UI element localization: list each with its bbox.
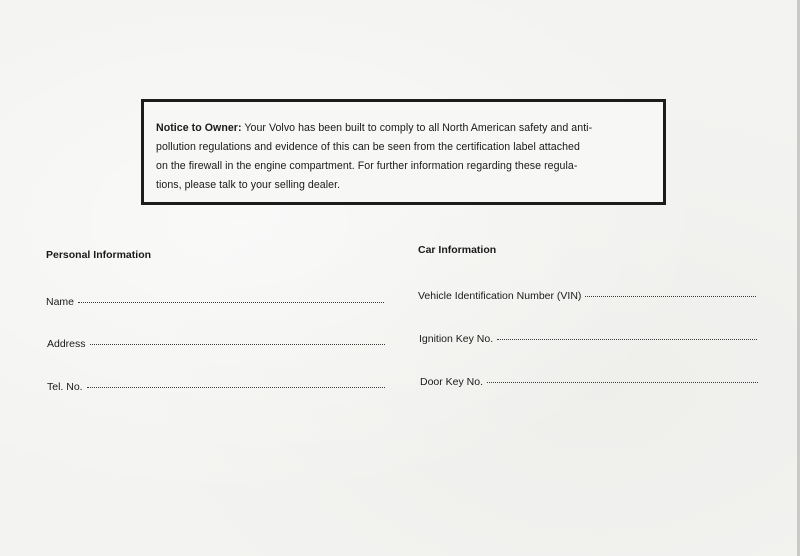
address-label: Address (47, 338, 86, 350)
name-label: Name (46, 296, 75, 308)
vin-field[interactable] (418, 290, 756, 302)
vin-label: Vehicle Identification Number (VIN) (418, 290, 582, 302)
ignition-key-label: Ignition Key No. (419, 333, 494, 345)
notice-line-2: pollution regulations and evidence of this can be seen from the certification label attached (156, 141, 580, 153)
notice-text-1: Your Volvo has been built to comply to all North American safety and anti- (241, 122, 593, 134)
address-line[interactable] (90, 344, 385, 345)
notice-line-1 (156, 122, 592, 134)
personal-information-title: Personal Information (46, 249, 152, 261)
name-line[interactable] (78, 302, 384, 303)
car-information-title: Car Information (418, 244, 497, 256)
door-key-label: Door Key No. (420, 376, 484, 388)
notice-line-3: on the firewall in the engine compartment. For further information regarding these regula- (156, 160, 578, 172)
notice-heading: Notice to Owner: (156, 122, 242, 134)
door-key-field[interactable] (420, 376, 758, 388)
tel-no-line[interactable] (87, 387, 385, 388)
ignition-key-field[interactable] (419, 333, 757, 345)
tel-no-label: Tel. No. (47, 381, 83, 393)
notice-line-4: tions, please talk to your selling dealer. (156, 179, 341, 191)
door-key-line[interactable] (487, 382, 758, 383)
ignition-key-line[interactable] (497, 339, 757, 340)
vin-line[interactable] (585, 296, 756, 297)
address-field[interactable] (47, 338, 385, 350)
tel-no-field[interactable] (47, 381, 385, 393)
notice-box (141, 99, 666, 205)
name-field[interactable] (46, 296, 384, 308)
